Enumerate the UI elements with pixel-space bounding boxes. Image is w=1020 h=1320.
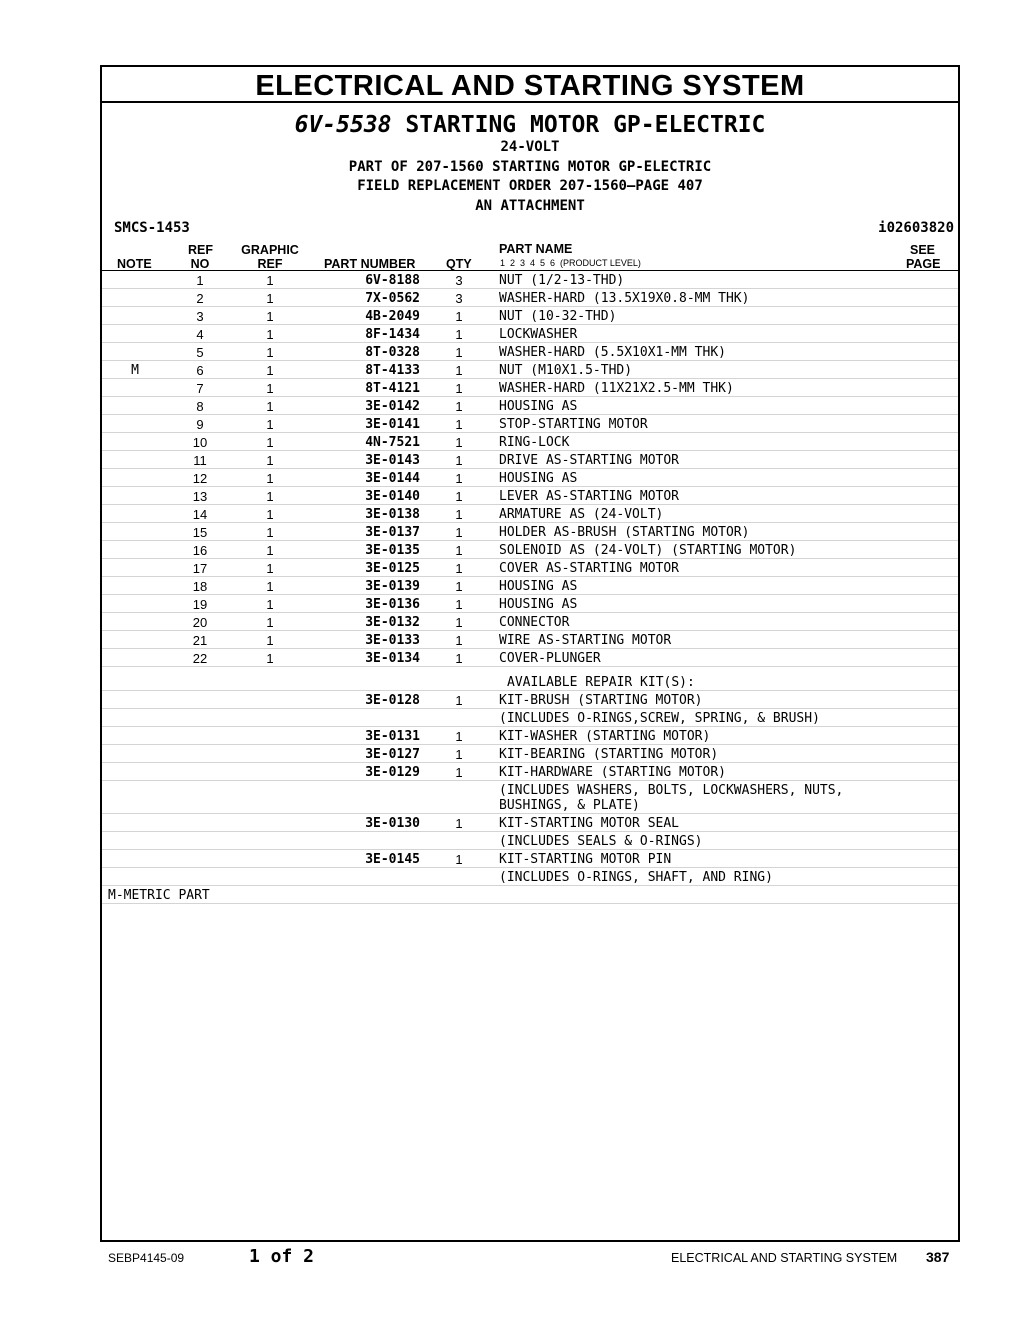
row-part-name: WASHER-HARD (5.5X10X1-MM THK) — [499, 345, 726, 360]
row-graphic-ref: 1 — [266, 435, 274, 450]
row-graphic-ref: 1 — [266, 471, 274, 486]
table-row — [102, 325, 958, 343]
row-part-name: (INCLUDES SEALS & O-RINGS) — [499, 834, 703, 849]
table-row — [102, 595, 958, 613]
row-qty: 1 — [455, 345, 463, 360]
row-part-name: COVER AS-STARTING MOTOR — [499, 561, 680, 576]
row-note: M — [131, 363, 139, 378]
parts-page-frame — [100, 65, 960, 1242]
row-graphic-ref: 1 — [266, 381, 274, 396]
row-qty: 1 — [455, 729, 463, 744]
row-ref-no: 8 — [196, 399, 204, 414]
row-part-number[interactable]: 3E-0129 — [365, 765, 420, 780]
row-ref-no: 11 — [193, 453, 207, 468]
table-row — [102, 343, 958, 361]
row-part-name: KIT-BRUSH (STARTING MOTOR) — [499, 693, 703, 708]
row-part-name: LOCKWASHER — [499, 327, 578, 342]
row-qty: 1 — [455, 816, 463, 831]
group-subtitle-2: PART OF 207-1560 STARTING MOTOR GP-ELECTRIC — [348, 158, 712, 175]
row-graphic-ref: 1 — [266, 345, 274, 360]
row-qty: 1 — [455, 852, 463, 867]
row-part-name: STOP-STARTING MOTOR — [499, 417, 648, 432]
row-ref-no: 20 — [192, 615, 208, 630]
row-qty: 3 — [455, 273, 463, 288]
row-qty: 1 — [455, 507, 463, 522]
row-part-number[interactable]: 3E-0134 — [365, 651, 420, 666]
row-part-number[interactable]: 3E-0145 — [365, 852, 420, 867]
table-row — [102, 691, 958, 709]
table-row — [102, 379, 958, 397]
row-qty: 1 — [455, 579, 463, 594]
table-row — [102, 487, 958, 505]
group-subtitle-1: 24-VOLT — [500, 139, 560, 155]
row-part-number[interactable]: 3E-0144 — [365, 471, 420, 486]
row-qty: 1 — [455, 489, 463, 504]
row-ref-no: 17 — [192, 561, 208, 576]
row-ref-no: 2 — [196, 291, 204, 306]
row-part-name: NUT (M10X1.5-THD) — [499, 363, 633, 378]
table-row — [102, 727, 958, 745]
row-qty: 1 — [455, 363, 463, 378]
table-row — [102, 868, 958, 886]
table-row — [102, 451, 958, 469]
row-ref-no: 5 — [196, 345, 204, 360]
row-part-number[interactable]: 3E-0133 — [365, 633, 420, 648]
row-ref-no: 21 — [192, 633, 208, 648]
col-qty: QTY — [446, 257, 472, 271]
row-qty: 1 — [455, 417, 463, 432]
row-part-number[interactable]: 3E-0142 — [365, 399, 420, 414]
row-part-name: LEVER AS-STARTING MOTOR — [499, 489, 680, 504]
row-part-name: HOUSING AS — [499, 471, 578, 486]
row-ref-no: 19 — [192, 597, 208, 612]
row-ref-no: 22 — [192, 651, 208, 666]
illustration-id: i02603820 — [878, 220, 954, 236]
row-part-name: WASHER-HARD (11X21X2.5-MM THK) — [499, 381, 734, 396]
row-ref-no: 12 — [192, 471, 208, 486]
footer-page-number: 387 — [926, 1249, 950, 1265]
row-part-name: COVER-PLUNGER — [499, 651, 601, 666]
row-graphic-ref: 1 — [266, 417, 274, 432]
row-part-name: NUT (10-32-THD) — [499, 309, 617, 324]
row-part-number[interactable]: 8F-1434 — [365, 327, 420, 342]
row-graphic-ref: 1 — [266, 561, 274, 576]
row-part-number[interactable]: 3E-0138 — [365, 507, 420, 522]
table-row — [102, 709, 958, 727]
row-graphic-ref: 1 — [266, 399, 274, 414]
row-part-number[interactable]: 3E-0136 — [365, 597, 420, 612]
row-part-name: NUT (1/2-13-THD) — [499, 273, 625, 288]
table-row — [102, 559, 958, 577]
table-row — [102, 523, 958, 541]
row-part-name: HOUSING AS — [499, 597, 578, 612]
col-graphic-bottom: REF — [257, 257, 283, 271]
table-row — [102, 745, 958, 763]
page-footer — [0, 1246, 1020, 1270]
row-qty: 1 — [455, 543, 463, 558]
row-part-name: ARMATURE AS (24-VOLT) — [499, 507, 664, 522]
row-graphic-ref: 1 — [266, 489, 274, 504]
table-row — [102, 613, 958, 631]
row-ref-no: 14 — [192, 507, 208, 522]
row-part-number[interactable]: 3E-0139 — [365, 579, 420, 594]
row-graphic-ref: 1 — [266, 579, 274, 594]
col-ref-top: REF — [188, 243, 213, 257]
row-qty: 1 — [455, 453, 463, 468]
row-qty: 1 — [455, 765, 463, 780]
row-part-number[interactable]: 8T-4133 — [365, 363, 420, 378]
row-graphic-ref: 1 — [266, 327, 274, 342]
row-graphic-ref: 1 — [266, 615, 274, 630]
table-row — [102, 271, 958, 289]
row-graphic-ref: 1 — [266, 309, 274, 324]
row-part-number[interactable]: 3E-0128 — [365, 693, 420, 708]
row-part-name: KIT-STARTING MOTOR SEAL — [499, 816, 680, 831]
row-part-number[interactable]: 3E-0143 — [365, 453, 420, 468]
row-graphic-ref: 1 — [266, 543, 274, 558]
col-graphic-top: GRAPHIC — [241, 243, 299, 257]
id-row — [102, 220, 958, 242]
row-part-name: HOUSING AS — [499, 579, 578, 594]
row-part-name: (INCLUDES O-RINGS, SHAFT, AND RING) — [499, 870, 773, 885]
row-qty: 1 — [455, 381, 463, 396]
group-name: STARTING MOTOR GP-ELECTRIC — [405, 112, 766, 138]
row-part-name: KIT-HARDWARE (STARTING MOTOR) — [499, 765, 726, 780]
row-qty: 1 — [455, 435, 463, 450]
table-row — [102, 469, 958, 487]
row-qty: 1 — [455, 651, 463, 666]
col-part-number: PART NUMBER — [324, 257, 416, 271]
row-qty: 1 — [455, 399, 463, 414]
row-part-name: AVAILABLE REPAIR KIT(S): — [507, 675, 695, 690]
row-graphic-ref: 1 — [266, 363, 274, 378]
table-row — [102, 433, 958, 451]
row-graphic-ref: 1 — [266, 525, 274, 540]
row-graphic-ref: 1 — [266, 651, 274, 666]
row-part-number[interactable]: 3E-0131 — [365, 729, 420, 744]
table-row — [102, 415, 958, 433]
footer-page-of: 1 of 2 — [249, 1246, 315, 1267]
row-part-name: KIT-BEARING (STARTING MOTOR) — [499, 747, 719, 762]
col-see-top: SEE — [910, 243, 936, 257]
row-ref-no: 16 — [192, 543, 208, 558]
table-row — [102, 577, 958, 595]
row-qty: 1 — [455, 747, 463, 762]
row-graphic-ref: 1 — [266, 273, 274, 288]
table-row — [102, 307, 958, 325]
row-part-name: HOUSING AS — [499, 399, 578, 414]
col-see-bottom: PAGE — [906, 257, 941, 271]
row-ref-no: 18 — [192, 579, 208, 594]
row-part-number[interactable]: 4B-2049 — [365, 309, 420, 324]
table-row — [102, 505, 958, 523]
table-row — [102, 781, 958, 814]
row-graphic-ref: 1 — [266, 633, 274, 648]
row-part-number[interactable]: 3E-0130 — [365, 816, 420, 831]
row-qty: 1 — [455, 327, 463, 342]
row-part-name: KIT-WASHER (STARTING MOTOR) — [499, 729, 711, 744]
row-ref-no: 3 — [196, 309, 204, 324]
table-row — [102, 397, 958, 415]
group-subtitle-4: AN ATTACHMENT — [475, 197, 585, 214]
row-ref-no: 4 — [196, 327, 204, 342]
row-qty: 3 — [455, 291, 463, 306]
table-row — [102, 850, 958, 868]
row-ref-no: 10 — [192, 435, 208, 450]
row-part-number[interactable]: 7X-0562 — [365, 291, 420, 306]
row-part-number[interactable]: 3E-0137 — [365, 525, 420, 540]
row-ref-no: 15 — [192, 525, 208, 540]
row-part-number[interactable]: 3E-0141 — [365, 417, 420, 432]
table-row — [102, 289, 958, 307]
row-part-number[interactable]: 3E-0140 — [365, 489, 420, 504]
row-part-name: KIT-STARTING MOTOR PIN — [499, 852, 672, 867]
row-qty: 1 — [455, 309, 463, 324]
row-part-number[interactable]: 8T-4121 — [365, 381, 420, 396]
row-part-number[interactable]: 3E-0125 — [365, 561, 420, 576]
table-row — [102, 541, 958, 559]
parts-table-body — [102, 271, 958, 886]
footer-doc-id: SEBP4145-09 — [108, 1251, 185, 1265]
section-title: ELECTRICAL AND STARTING SYSTEM — [102, 67, 958, 103]
col-part-name: PART NAME — [499, 242, 573, 256]
table-row — [102, 667, 958, 691]
row-qty: 1 — [455, 561, 463, 576]
group-part-number[interactable]: 6V-5538 — [294, 112, 392, 138]
row-ref-no: 6 — [196, 363, 204, 378]
row-part-number[interactable]: 6V-8188 — [365, 273, 420, 288]
row-part-name: SOLENOID AS (24-VOLT) (STARTING MOTOR) — [499, 543, 797, 558]
table-row — [102, 361, 958, 379]
row-qty: 1 — [455, 693, 463, 708]
row-part-name: WIRE AS-STARTING MOTOR — [499, 633, 672, 648]
table-row — [102, 832, 958, 850]
row-ref-no: 13 — [192, 489, 208, 504]
metric-footnote: M-METRIC PART — [108, 888, 210, 903]
group-title — [102, 112, 958, 138]
table-row — [102, 814, 958, 832]
footer-section: ELECTRICAL AND STARTING SYSTEM — [671, 1251, 898, 1265]
row-part-number[interactable]: 4N-7521 — [365, 435, 420, 450]
row-part-number[interactable]: 3E-0132 — [365, 615, 420, 630]
row-part-name: HOLDER AS-BRUSH (STARTING MOTOR) — [499, 525, 750, 540]
table-row — [102, 649, 958, 667]
row-part-name: WASHER-HARD (13.5X19X0.8-MM THK) — [499, 291, 750, 306]
row-graphic-ref: 1 — [266, 291, 274, 306]
table-header — [102, 242, 958, 271]
row-part-number[interactable]: 3E-0135 — [365, 543, 420, 558]
row-qty: 1 — [455, 471, 463, 486]
smcs-code: SMCS-1453 — [114, 220, 190, 236]
row-qty: 1 — [455, 525, 463, 540]
col-ref-bottom: NO — [190, 257, 210, 271]
row-part-name: DRIVE AS-STARTING MOTOR — [499, 453, 680, 468]
group-subtitle-3: FIELD REPLACEMENT ORDER 207-1560—PAGE 407 — [357, 178, 703, 194]
row-qty: 1 — [455, 597, 463, 612]
row-graphic-ref: 1 — [266, 453, 274, 468]
row-part-name: (INCLUDES O-RINGS,SCREW, SPRING, & BRUSH) — [499, 711, 820, 726]
row-ref-no: 9 — [196, 417, 204, 432]
table-row — [102, 631, 958, 649]
footnote-row — [102, 886, 958, 904]
row-graphic-ref: 1 — [266, 507, 274, 522]
table-row — [102, 763, 958, 781]
row-part-name: (INCLUDES WASHERS, BOLTS, LOCKWASHERS, NUTS, BUSHINGS, & PLATE) — [499, 783, 844, 813]
row-graphic-ref: 1 — [266, 597, 274, 612]
row-qty: 1 — [455, 633, 463, 648]
col-note: NOTE — [117, 257, 152, 271]
row-ref-no: 1 — [196, 273, 204, 288]
row-part-number[interactable]: 3E-0127 — [365, 747, 420, 762]
row-part-name: CONNECTOR — [499, 615, 570, 630]
row-ref-no: 7 — [196, 381, 204, 396]
col-product-levels: 1 2 3 4 5 6 (PRODUCT LEVEL) — [500, 258, 641, 268]
row-part-name: RING-LOCK — [499, 435, 570, 450]
row-qty: 1 — [455, 615, 463, 630]
row-part-number[interactable]: 8T-0328 — [365, 345, 420, 360]
